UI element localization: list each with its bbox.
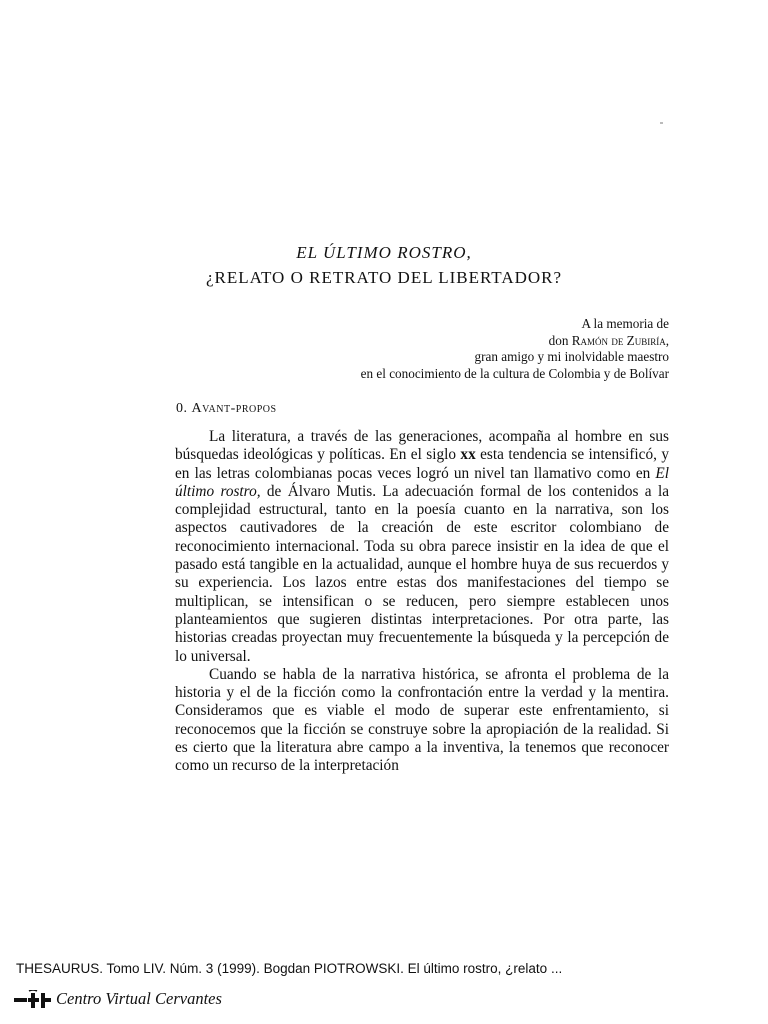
century-numeral: xx — [460, 446, 476, 464]
footer-citation: THESAURUS. Tomo LIV. Núm. 3 (1999). Bogdan PIOTROWSKI. El último rostro, ¿relato ... — [16, 961, 563, 976]
article-title-line-1: EL ÚLTIMO ROSTRO, — [296, 243, 472, 262]
dedication-line-3: gran amigo y mi inolvidable maestro — [474, 349, 669, 364]
paragraph-1-text-c: de Álvaro Mutis. La adecuación formal de los contenidos a la complejidad estructural, tanto en la poesía cuanto en la narrativa, son los aspectos cautivadores de la creación de este escritor colombiano de reconocimiento internacional. Toda su obra parece insistir en la idea de que el pasado está tangible en la actualidad, aunque el hombre huya de sus recuerdos y su experiencia. Los lazos entre estas dos manifestaciones del tiempo se multiplican, se intensifican o se reducen, pero siempre establecen unos planteamientos que sugieren distintas interpretaciones. Por otra parte, las historias creadas proyectan muy frecuentemente la búsqueda y la percepción de lo universal. — [175, 482, 669, 665]
cvc-logo-icon — [14, 990, 52, 1008]
paragraph-1-text-b: esta tendencia se intensificó, y en las letras colombianas pocas veces logró un nivel tan llamativo como en — [175, 446, 669, 482]
section-number: 0. — [176, 401, 188, 416]
dedication-prefix: don — [548, 332, 572, 348]
scan-speck — [660, 122, 663, 124]
dedication-name: Ramón de Zubiría, — [571, 332, 669, 348]
section-heading — [176, 401, 277, 417]
article-title-line-2: ¿RELATO O RETRATO DEL LIBERTADOR? — [205, 268, 563, 287]
book-title: El último rostro, — [175, 464, 669, 500]
brand-name: Centro Virtual Cervantes — [56, 989, 222, 1008]
paragraph-1-text-a: La literatura, a través de las generaciones, acompaña al hombre en sus búsquedas ideológicas y políticas. En el siglo — [175, 428, 669, 464]
dedication-line-1: A la memoria de — [581, 316, 669, 331]
dedication — [189, 316, 669, 382]
body-text — [175, 428, 669, 776]
paragraph-1 — [175, 428, 669, 666]
dedication-line-4: en el conocimiento de la cultura de Colombia y de Bolívar — [360, 365, 669, 381]
dedication-line-2 — [189, 333, 669, 350]
section-title: Avant-propos — [191, 401, 277, 416]
paragraph-2: Cuando se habla de la narrativa histórica, se afronta el problema de la historia y el de la ficción como la confrontación entre la verdad y la mentira. Consideramos que es viable el modo de superar este enfrentamiento, si reconocemos que la ficción se construye sobre la apropiación de la realidad. Si es cierto que la literatura abre campo a la inventiva, la tenemos que reconocer como un recurso de la interpretación — [175, 665, 669, 775]
footer-branding[interactable] — [14, 988, 222, 1010]
